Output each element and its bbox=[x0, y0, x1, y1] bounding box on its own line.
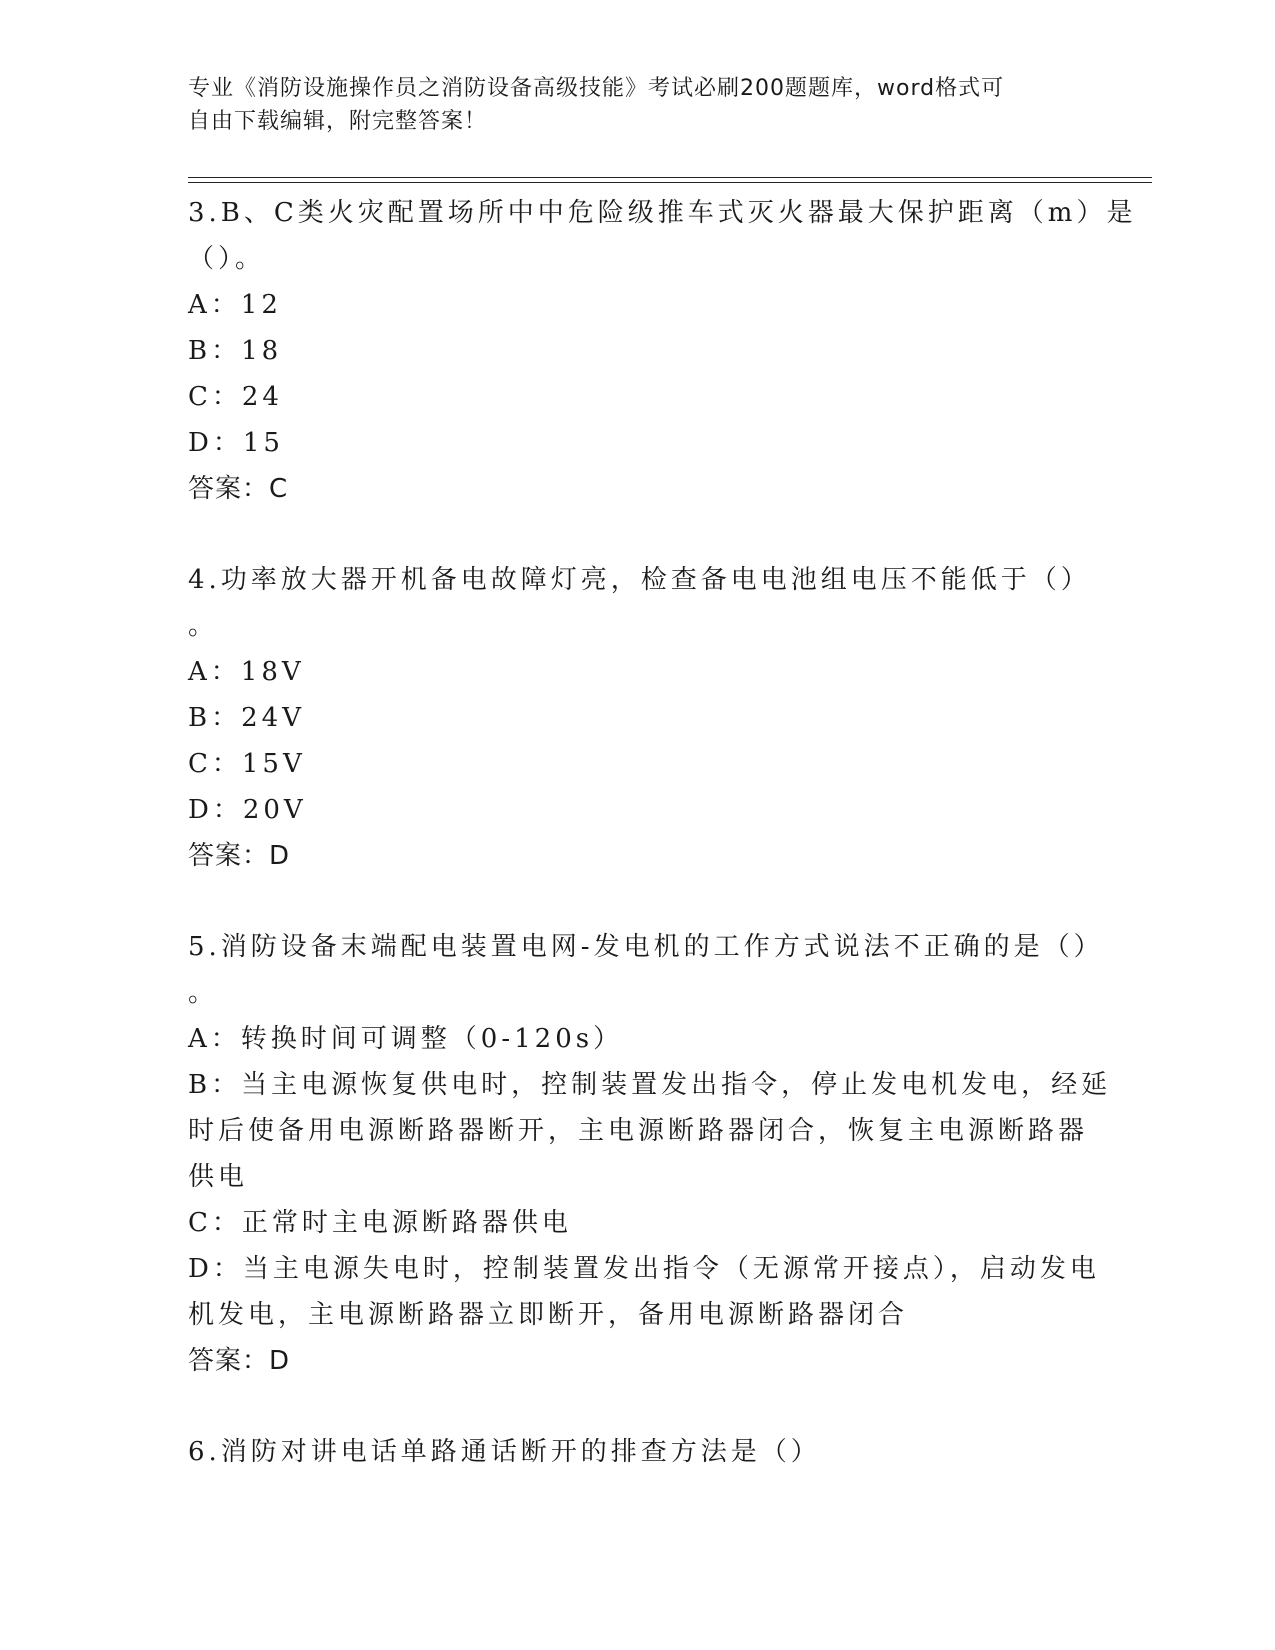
option-b: B：当主电源恢复供电时，控制装置发出指令，停止发电机发电，经延 bbox=[188, 1070, 1112, 1100]
option-b: B：18 bbox=[188, 336, 283, 366]
header-line-1: 专业《消防设施操作员之消防设备高级技能》考试必刷200题题库，word格式可 bbox=[188, 76, 1005, 101]
answer-line: 答案：C bbox=[188, 474, 289, 504]
question-spacer bbox=[188, 1384, 1088, 1429]
header-line-2: 自由下载编辑，附完整答案！ bbox=[188, 109, 488, 134]
option-a: A：18V bbox=[188, 657, 305, 687]
answer-line: 答案：D bbox=[188, 1346, 291, 1376]
answer-line: 答案：D bbox=[188, 841, 291, 871]
document-header bbox=[188, 72, 1068, 138]
option-b-continued: 时后使备用电源断路器断开，主电源断路器闭合，恢复主电源断路器 bbox=[188, 1116, 1089, 1146]
option-c: C：24 bbox=[188, 382, 283, 412]
question-4 bbox=[188, 557, 1091, 879]
question-spacer bbox=[188, 512, 1088, 557]
option-c: C：正常时主电源断路器供电 bbox=[188, 1208, 572, 1238]
option-b: B：24V bbox=[188, 703, 305, 733]
question-spacer bbox=[188, 879, 1088, 924]
question-3 bbox=[188, 190, 1137, 512]
option-d: D：15 bbox=[188, 428, 284, 458]
option-b-continued: 供电 bbox=[188, 1162, 249, 1192]
option-d: D：当主电源失电时，控制装置发出指令（无源常开接点），启动发电 bbox=[188, 1254, 1100, 1284]
question-stem-line: 。 bbox=[188, 611, 219, 641]
question-stem-line: （）。 bbox=[188, 244, 266, 274]
header-divider-top bbox=[188, 177, 1152, 178]
option-c: C：15V bbox=[188, 749, 306, 779]
option-d-continued: 机发电，主电源断路器立即断开，备用电源断路器闭合 bbox=[188, 1300, 909, 1330]
question-5 bbox=[188, 924, 1112, 1384]
option-d: D：20V bbox=[188, 795, 307, 825]
question-stem-line: 5.消防设备末端配电装置电网-发电机的工作方式说法不正确的是（） bbox=[188, 932, 1104, 962]
option-a: A：转换时间可调整（0-120s） bbox=[188, 1024, 624, 1054]
question-stem-line: 。 bbox=[188, 978, 219, 1008]
option-a: A：12 bbox=[188, 290, 282, 320]
question-list bbox=[188, 190, 1137, 1475]
question-6 bbox=[188, 1429, 1088, 1475]
question-stem-line: 3.B、C类火灾配置场所中中危险级推车式灭火器最大保护距离（m）是 bbox=[188, 198, 1137, 228]
question-stem-line: 6.消防对讲电话单路通话断开的排查方法是（） bbox=[188, 1437, 821, 1467]
question-stem-line: 4.功率放大器开机备电故障灯亮，检查备电电池组电压不能低于（） bbox=[188, 565, 1091, 595]
header-divider-bottom bbox=[188, 182, 1152, 183]
